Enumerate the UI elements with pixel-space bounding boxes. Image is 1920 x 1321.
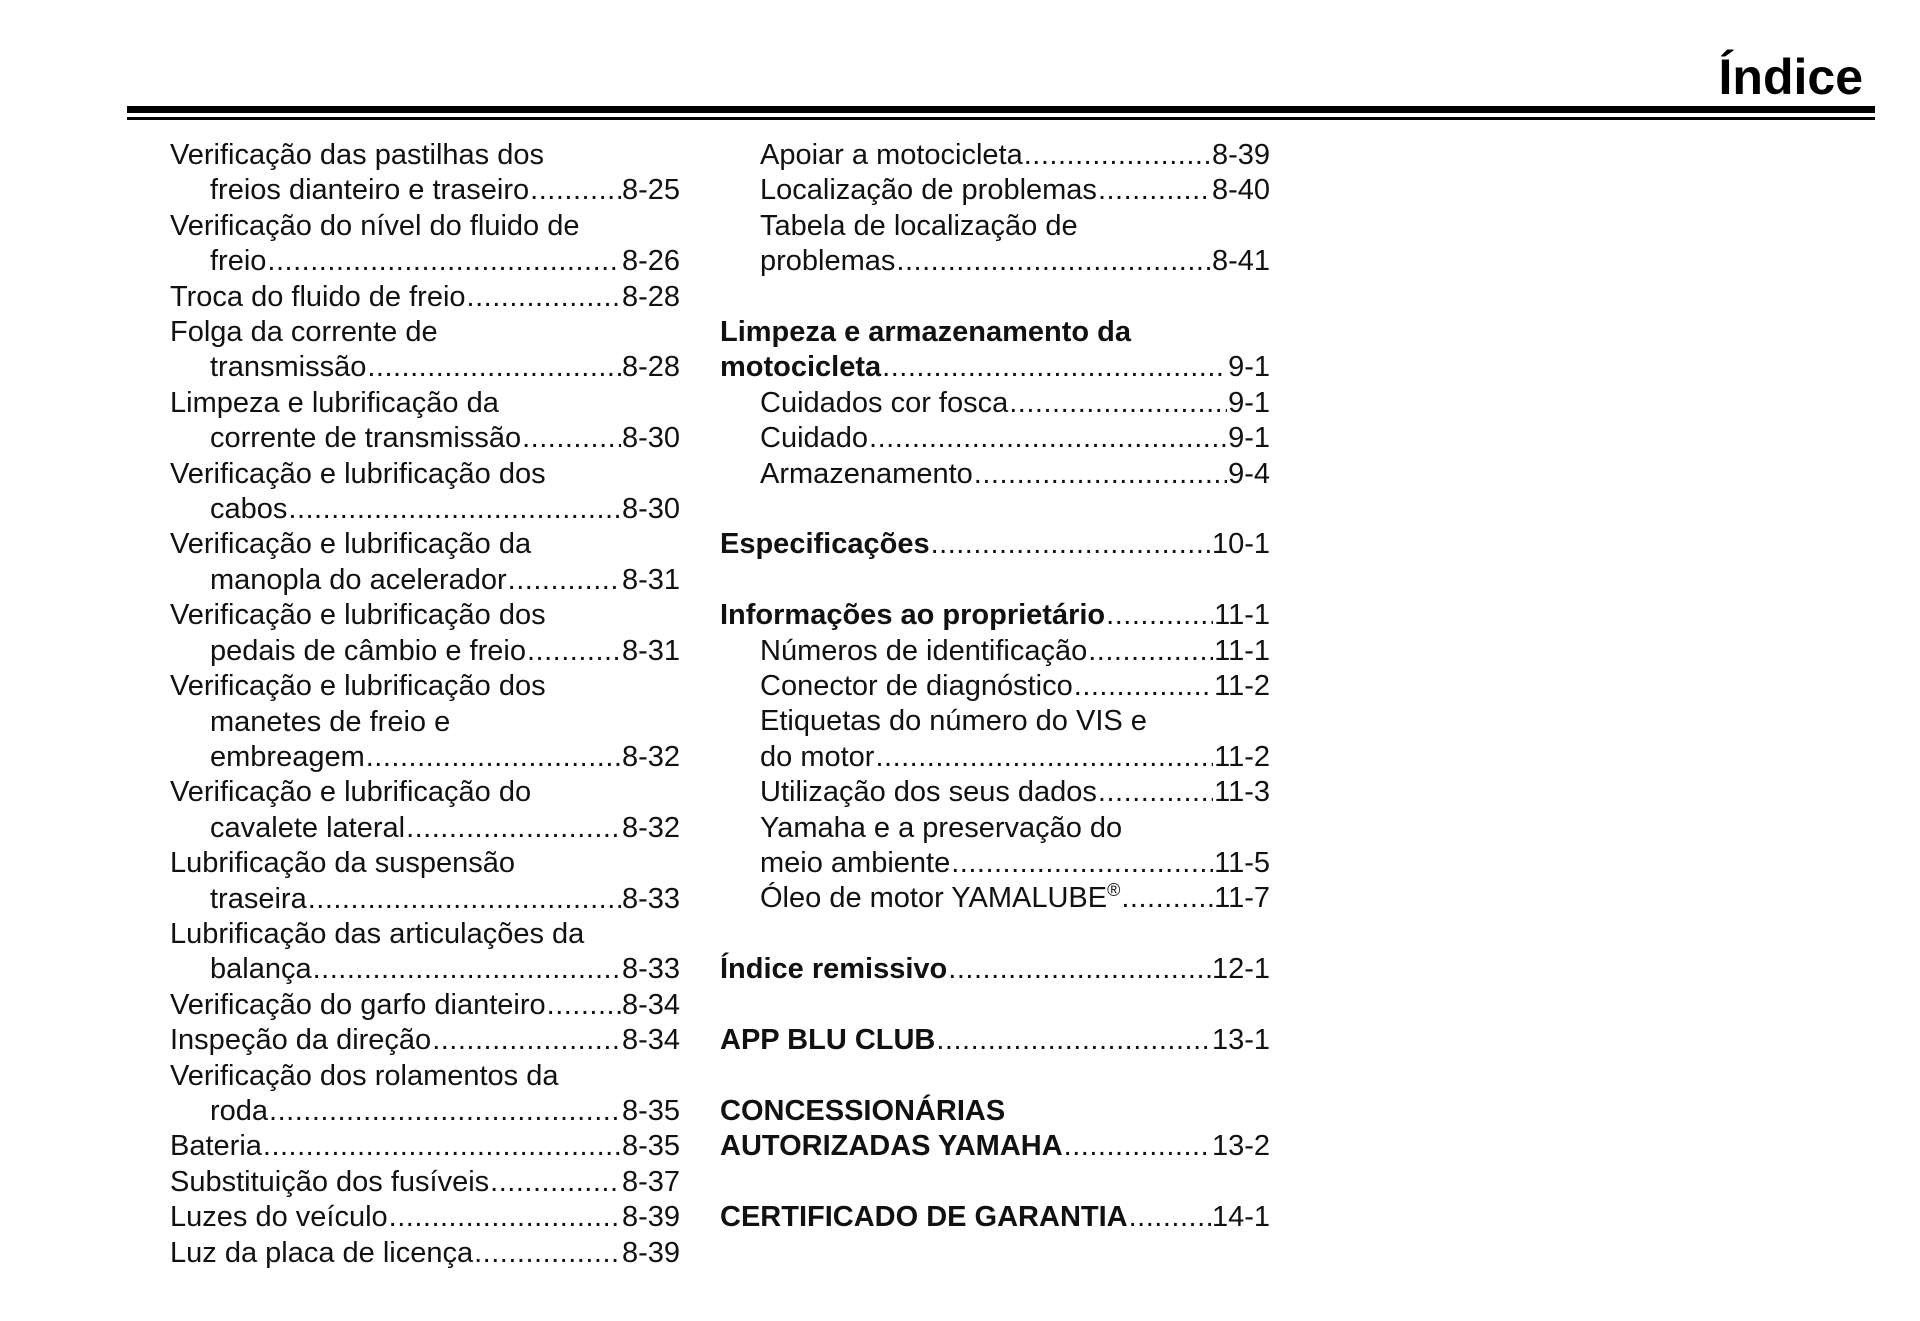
toc-entry[interactable] bbox=[170, 138, 680, 209]
toc-entry[interactable] bbox=[170, 669, 680, 775]
toc-entry-text: transmissão bbox=[210, 351, 367, 384]
toc-entry-text: balança bbox=[210, 953, 312, 986]
dot-leader bbox=[530, 173, 621, 208]
toc-entry-text: Luz da placa de licença bbox=[170, 1236, 474, 1269]
toc-right-column bbox=[720, 138, 1270, 1235]
toc-entry[interactable] bbox=[170, 917, 680, 988]
toc-entry-text: Etiquetas do número do VIS e bbox=[760, 705, 1147, 738]
toc-entry-text: Verificação e lubrificação dos bbox=[170, 457, 546, 490]
toc-entry-text: Substituição dos fusíveis bbox=[170, 1165, 490, 1198]
toc-entry[interactable] bbox=[170, 1129, 680, 1164]
dot-leader bbox=[1009, 386, 1227, 421]
dot-leader bbox=[267, 244, 621, 279]
toc-page-number: 8-31 bbox=[621, 634, 680, 667]
toc-entry[interactable] bbox=[720, 173, 1270, 208]
toc-entry[interactable] bbox=[170, 315, 680, 386]
toc-chapter-certificado[interactable] bbox=[720, 1200, 1270, 1235]
toc-entry-text: Utilização dos seus dados bbox=[760, 776, 1097, 809]
dot-leader bbox=[522, 421, 621, 456]
toc-page-number: 13-2 bbox=[1211, 1130, 1270, 1163]
toc-entry-text: Tabela de localização de bbox=[760, 209, 1078, 242]
dot-leader bbox=[467, 280, 621, 315]
dot-leader bbox=[974, 457, 1227, 492]
toc-page-number: 11-7 bbox=[1214, 882, 1270, 915]
toc-entry[interactable] bbox=[170, 1200, 680, 1235]
toc-entry-text: Localização de problemas bbox=[760, 174, 1097, 207]
dot-leader bbox=[1098, 775, 1213, 810]
page-title: Índice bbox=[1718, 49, 1863, 105]
toc-entry-text: Óleo de motor YAMALUBE bbox=[760, 882, 1108, 915]
toc-entry-text: freios dianteiro e traseiro bbox=[210, 174, 530, 207]
toc-entry[interactable] bbox=[170, 457, 680, 528]
toc-page-number: 8-32 bbox=[621, 811, 680, 844]
toc-entry-text: meio ambiente bbox=[760, 847, 951, 880]
toc-page-number: 8-35 bbox=[621, 1094, 680, 1127]
toc-page-number: 8-28 bbox=[621, 280, 680, 313]
dot-leader bbox=[367, 350, 621, 385]
toc-chapter-text: AUTORIZADAS YAMAHA bbox=[720, 1130, 1063, 1163]
toc-page-number: 11-2 bbox=[1214, 740, 1270, 773]
toc-entry-text: Lubrificação da suspensão bbox=[170, 847, 516, 880]
dot-leader bbox=[1088, 634, 1213, 669]
toc-entry-text: problemas bbox=[760, 245, 896, 278]
toc-entry[interactable] bbox=[170, 775, 680, 846]
toc-page-number: 11-3 bbox=[1214, 776, 1270, 809]
toc-page-number: 8-32 bbox=[621, 740, 680, 773]
toc-entry[interactable] bbox=[170, 1023, 680, 1058]
toc-entry-text: manopla do acelerador bbox=[210, 563, 507, 596]
toc-entry-text: Conector de diagnóstico bbox=[760, 670, 1073, 703]
dot-leader bbox=[1064, 1129, 1211, 1164]
toc-entry[interactable] bbox=[720, 138, 1270, 173]
dot-leader bbox=[936, 1023, 1211, 1058]
toc-chapter-text: Limpeza e armazenamento da bbox=[720, 316, 1131, 349]
toc-chapter-indice-remissivo[interactable] bbox=[720, 952, 1270, 987]
toc-entry[interactable] bbox=[720, 209, 1270, 280]
toc-entry-text: Cuidado bbox=[760, 422, 869, 455]
toc-entry-text: Bateria bbox=[170, 1130, 262, 1163]
toc-entry[interactable] bbox=[170, 598, 680, 669]
toc-chapter-text: CERTIFICADO DE GARANTIA bbox=[720, 1201, 1128, 1234]
toc-chapter-concessionarias[interactable] bbox=[720, 1094, 1270, 1165]
toc-entry[interactable] bbox=[720, 775, 1270, 810]
toc-page-number: 10-1 bbox=[1211, 528, 1270, 561]
toc-chapter-text: CONCESSIONÁRIAS bbox=[720, 1094, 1006, 1127]
dot-leader bbox=[951, 846, 1213, 881]
toc-entry-text: manetes de freio e bbox=[210, 705, 451, 738]
dot-leader bbox=[474, 1236, 621, 1271]
dot-leader bbox=[269, 1094, 621, 1129]
toc-entry[interactable] bbox=[720, 386, 1270, 421]
dot-leader bbox=[1129, 1200, 1211, 1235]
toc-entry-text: Verificação e lubrificação do bbox=[170, 776, 532, 809]
toc-page-number: 8-39 bbox=[621, 1236, 680, 1269]
toc-entry-text: Verificação e lubrificação da bbox=[170, 528, 532, 561]
dot-leader bbox=[389, 1200, 621, 1235]
toc-entry-text: Verificação do garfo dianteiro bbox=[170, 988, 546, 1021]
dot-leader bbox=[931, 527, 1211, 562]
toc-chapter-text: Informações ao proprietário bbox=[720, 599, 1106, 632]
toc-entry[interactable] bbox=[720, 634, 1270, 669]
toc-page-number: 8-34 bbox=[621, 988, 680, 1021]
toc-chapter-especificacoes[interactable] bbox=[720, 527, 1270, 562]
toc-entry-text: Verificação dos rolamentos da bbox=[170, 1059, 559, 1092]
dot-leader bbox=[875, 740, 1213, 775]
dot-leader bbox=[313, 952, 621, 987]
toc-page-number: 8-33 bbox=[621, 882, 680, 915]
toc-entry[interactable] bbox=[720, 881, 1270, 916]
toc-page-number: 14-1 bbox=[1211, 1201, 1270, 1234]
dot-leader bbox=[1098, 173, 1211, 208]
toc-page-number: 8-31 bbox=[621, 563, 680, 596]
toc-entry[interactable] bbox=[170, 386, 680, 457]
toc-entry[interactable] bbox=[720, 669, 1270, 704]
dot-leader bbox=[406, 811, 621, 846]
dot-leader bbox=[508, 563, 621, 598]
toc-left-column bbox=[170, 138, 680, 1271]
dot-leader bbox=[1074, 669, 1213, 704]
toc-entry-text: Números de identificação bbox=[760, 634, 1088, 667]
toc-entry[interactable] bbox=[170, 988, 680, 1023]
toc-page-number: 11-1 bbox=[1214, 599, 1270, 632]
toc-chapter-app[interactable] bbox=[720, 1023, 1270, 1058]
header-rule-thin bbox=[127, 117, 1875, 120]
toc-entry-text: Cuidados cor fosca bbox=[760, 386, 1009, 419]
toc-entry-text: roda bbox=[210, 1094, 269, 1127]
toc-chapter-text: Índice remissivo bbox=[720, 953, 948, 986]
dot-leader bbox=[547, 988, 621, 1023]
dot-leader bbox=[527, 634, 621, 669]
toc-entry[interactable] bbox=[720, 704, 1270, 775]
toc-page-number: 11-2 bbox=[1214, 670, 1270, 703]
toc-chapter-limpeza[interactable] bbox=[720, 315, 1270, 386]
header-rule-thick bbox=[127, 106, 1875, 113]
toc-entry-text: Inspeção da direção bbox=[170, 1024, 432, 1057]
toc-entry-text: Lubrificação das articulações da bbox=[170, 917, 585, 950]
toc-entry-text: Folga da corrente de bbox=[170, 316, 438, 349]
toc-entry-text: freio bbox=[210, 245, 267, 278]
toc-entry-text: Verificação do nível do fluido de bbox=[170, 209, 580, 242]
toc-page-number: 8-34 bbox=[621, 1024, 680, 1057]
toc-chapter-text: APP BLU CLUB bbox=[720, 1024, 936, 1057]
toc-entry-text: corrente de transmissão bbox=[210, 422, 522, 455]
toc-page-number: 9-1 bbox=[1228, 351, 1270, 384]
toc-entry[interactable] bbox=[170, 1236, 680, 1271]
toc-entry[interactable] bbox=[170, 1059, 680, 1130]
toc-page-number: 8-30 bbox=[621, 422, 680, 455]
toc-entry-text: Verificação e lubrificação dos bbox=[170, 599, 546, 632]
toc-chapter-text: motocicleta bbox=[720, 351, 882, 384]
toc-entry-text: cavalete lateral bbox=[210, 811, 406, 844]
toc-entry[interactable] bbox=[720, 457, 1270, 492]
toc-entry-text: traseira bbox=[210, 882, 307, 915]
toc-page-number: 12-1 bbox=[1211, 953, 1270, 986]
dot-leader bbox=[490, 1165, 621, 1200]
toc-page-number: 11-1 bbox=[1214, 634, 1270, 667]
toc-page-number: 11-5 bbox=[1214, 847, 1270, 880]
dot-leader bbox=[869, 421, 1227, 456]
toc-page-number: 8-40 bbox=[1211, 174, 1270, 207]
dot-leader bbox=[1024, 138, 1211, 173]
toc-page-number: 9-1 bbox=[1228, 386, 1270, 419]
toc-entry-text: Luzes do veículo bbox=[170, 1201, 388, 1234]
dot-leader bbox=[1106, 598, 1213, 633]
toc-entry-text: cabos bbox=[210, 493, 288, 526]
toc-page-number: 8-35 bbox=[621, 1130, 680, 1163]
toc-entry-text: Verificação e lubrificação dos bbox=[170, 670, 546, 703]
toc-entry-text: Armazenamento bbox=[760, 457, 973, 490]
toc-chapter-informacoes[interactable] bbox=[720, 598, 1270, 633]
registered-mark: ® bbox=[1107, 880, 1121, 901]
toc-entry-text: Troca do fluido de freio bbox=[170, 280, 466, 313]
toc-chapter-text: Especificações bbox=[720, 528, 930, 561]
toc-page-number: 13-1 bbox=[1211, 1024, 1270, 1057]
toc-page-number: 9-1 bbox=[1228, 422, 1270, 455]
toc-page-number: 9-4 bbox=[1228, 457, 1270, 490]
toc-page-number: 8-39 bbox=[621, 1201, 680, 1234]
dot-leader bbox=[263, 1129, 621, 1164]
toc-entry-text: do motor bbox=[760, 740, 875, 773]
toc-entry-text: Limpeza e lubrificação da bbox=[170, 386, 499, 419]
toc-entry[interactable] bbox=[170, 846, 680, 917]
dot-leader bbox=[432, 1023, 621, 1058]
toc-page-number: 8-39 bbox=[1211, 139, 1270, 171]
dot-leader bbox=[366, 740, 621, 775]
toc-page-number: 8-28 bbox=[621, 351, 680, 384]
toc-page-number: 8-37 bbox=[621, 1165, 680, 1198]
dot-leader bbox=[896, 244, 1211, 279]
dot-leader bbox=[1121, 881, 1213, 916]
dot-leader bbox=[288, 492, 621, 527]
toc-entry[interactable] bbox=[170, 1165, 680, 1200]
toc-entry-text: Apoiar a motocicleta bbox=[760, 139, 1023, 171]
toc-entry[interactable] bbox=[170, 280, 680, 315]
toc-entry-text: Verificação das pastilhas dos bbox=[170, 139, 544, 171]
toc-page-number: 8-30 bbox=[621, 493, 680, 526]
toc-entry-text: embreagem bbox=[210, 740, 365, 773]
dot-leader bbox=[308, 882, 621, 917]
toc-page-number: 8-33 bbox=[621, 953, 680, 986]
dot-leader bbox=[948, 952, 1211, 987]
toc-entry[interactable] bbox=[720, 421, 1270, 456]
toc-page-number: 8-41 bbox=[1211, 245, 1270, 278]
toc-entry[interactable] bbox=[720, 811, 1270, 882]
toc-entry[interactable] bbox=[170, 527, 680, 598]
dot-leader bbox=[882, 350, 1227, 385]
toc-page-number: 8-26 bbox=[621, 245, 680, 278]
toc-entry[interactable] bbox=[170, 209, 680, 280]
toc-entry-text: pedais de câmbio e freio bbox=[210, 634, 526, 667]
toc-page-number: 8-25 bbox=[621, 174, 680, 207]
toc-entry-text: Yamaha e a preservação do bbox=[760, 811, 1123, 844]
